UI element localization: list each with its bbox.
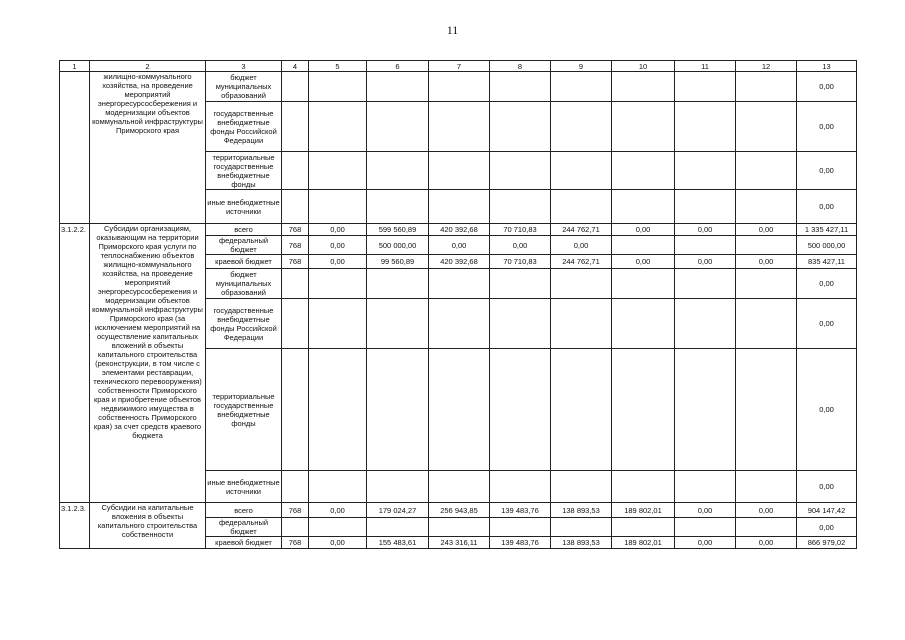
header-cell: 9 — [551, 61, 612, 72]
total-cell: 0,00 — [797, 102, 857, 152]
value-cell — [612, 299, 675, 349]
value-cell — [367, 102, 429, 152]
value-cell — [612, 190, 675, 224]
value-cell: 0,00 — [675, 224, 736, 236]
total-cell: 0,00 — [797, 72, 857, 102]
total-cell: 1 335 427,11 — [797, 224, 857, 236]
value-cell — [282, 471, 309, 503]
total-cell: 904 147,42 — [797, 503, 857, 518]
value-cell: 768 — [282, 236, 309, 255]
value-cell — [367, 349, 429, 471]
funding-source: иные внебюджетные источники — [206, 471, 282, 503]
value-cell: 420 392,68 — [429, 255, 490, 269]
budget-table — [59, 60, 857, 549]
value-cell: 70 710,83 — [490, 255, 551, 269]
value-cell: 0,00 — [736, 255, 797, 269]
value-cell — [282, 299, 309, 349]
page-number: 11 — [446, 23, 459, 37]
funding-source: территориальные государственные внебюджетные фонды — [206, 152, 282, 190]
value-cell — [429, 299, 490, 349]
total-cell: 0,00 — [797, 299, 857, 349]
value-cell — [612, 471, 675, 503]
total-cell: 0,00 — [797, 518, 857, 537]
funding-source: государственные внебюджетные фонды Российской Федерации — [206, 102, 282, 152]
value-cell — [309, 102, 367, 152]
total-cell: 500 000,00 — [797, 236, 857, 255]
header-cell: 4 — [282, 61, 309, 72]
value-cell — [551, 269, 612, 299]
value-cell — [736, 102, 797, 152]
table-row — [60, 503, 857, 518]
value-cell: 768 — [282, 503, 309, 518]
value-cell — [490, 152, 551, 190]
value-cell — [675, 299, 736, 349]
value-cell: 768 — [282, 224, 309, 236]
value-cell: 0,00 — [429, 236, 490, 255]
total-cell: 0,00 — [797, 190, 857, 224]
value-cell — [551, 152, 612, 190]
header-cell: 3 — [206, 61, 282, 72]
value-cell — [490, 72, 551, 102]
value-cell — [490, 269, 551, 299]
value-cell — [490, 349, 551, 471]
value-cell — [551, 72, 612, 102]
value-cell: 0,00 — [736, 503, 797, 518]
item-code: 3.1.2.3. — [60, 503, 90, 549]
value-cell — [675, 72, 736, 102]
value-cell — [675, 102, 736, 152]
value-cell — [612, 236, 675, 255]
value-cell — [736, 471, 797, 503]
value-cell — [612, 102, 675, 152]
value-cell — [309, 349, 367, 471]
value-cell: 768 — [282, 537, 309, 549]
value-cell — [736, 190, 797, 224]
value-cell: 500 000,00 — [367, 236, 429, 255]
value-cell: 0,00 — [309, 537, 367, 549]
value-cell — [309, 269, 367, 299]
value-cell: 189 802,01 — [612, 503, 675, 518]
value-cell — [675, 518, 736, 537]
header-cell: 2 — [90, 61, 206, 72]
header-row — [60, 61, 857, 72]
value-cell — [282, 190, 309, 224]
value-cell — [367, 190, 429, 224]
value-cell — [429, 471, 490, 503]
value-cell — [429, 72, 490, 102]
value-cell — [367, 518, 429, 537]
value-cell — [309, 299, 367, 349]
value-cell — [282, 102, 309, 152]
value-cell: 244 762,71 — [551, 255, 612, 269]
funding-source: государственные внебюджетные фонды Российской Федерации — [206, 299, 282, 349]
value-cell — [736, 518, 797, 537]
value-cell: 768 — [282, 255, 309, 269]
value-cell — [612, 152, 675, 190]
header-cell: 12 — [736, 61, 797, 72]
total-cell: 866 979,02 — [797, 537, 857, 549]
value-cell — [429, 190, 490, 224]
item-code — [60, 72, 90, 224]
value-cell — [736, 236, 797, 255]
value-cell: 0,00 — [309, 224, 367, 236]
value-cell: 243 316,11 — [429, 537, 490, 549]
value-cell: 0,00 — [612, 255, 675, 269]
value-cell — [309, 72, 367, 102]
value-cell — [675, 349, 736, 471]
value-cell: 70 710,83 — [490, 224, 551, 236]
funding-source: всего — [206, 224, 282, 236]
value-cell — [309, 471, 367, 503]
header-cell: 5 — [309, 61, 367, 72]
value-cell — [282, 349, 309, 471]
value-cell — [551, 299, 612, 349]
value-cell — [675, 152, 736, 190]
value-cell — [367, 269, 429, 299]
value-cell — [429, 349, 490, 471]
value-cell: 0,00 — [309, 503, 367, 518]
total-cell: 835 427,11 — [797, 255, 857, 269]
value-cell: 138 893,53 — [551, 537, 612, 549]
value-cell — [429, 102, 490, 152]
value-cell — [429, 269, 490, 299]
item-name: Субсидии организациям, оказывающим на территории Приморского края услуги по теплоснабжению объектов жилищно-коммунального хозяйства, на проведение мероприятий энергоресурсосбережения и модернизации объектов коммунальной инфраструктуры Приморского края (за исключением мероприятий на осуществление капитальных вложений в объекты капитального строительства (реконструкции, в том числе с элементами реставрации, технического перевооружения) собственности Приморского края и приобретение объектов недвижимого имущества в собственность Приморского края) за счет средств краевого бюджета — [90, 224, 206, 503]
value-cell — [490, 299, 551, 349]
funding-source: бюджет муниципальных образований — [206, 269, 282, 299]
value-cell — [736, 349, 797, 471]
header-cell: 1 — [60, 61, 90, 72]
header-cell: 11 — [675, 61, 736, 72]
value-cell: 0,00 — [309, 255, 367, 269]
funding-source: всего — [206, 503, 282, 518]
value-cell — [282, 72, 309, 102]
value-cell: 0,00 — [490, 236, 551, 255]
item-name: Субсидии на капитальные вложения в объекты капитального строительства собственности — [90, 503, 206, 549]
value-cell — [429, 518, 490, 537]
item-code: 3.1.2.2. — [60, 224, 90, 503]
value-cell — [309, 152, 367, 190]
value-cell — [367, 471, 429, 503]
value-cell — [736, 152, 797, 190]
value-cell — [282, 518, 309, 537]
value-cell: 599 560,89 — [367, 224, 429, 236]
header-cell: 7 — [429, 61, 490, 72]
total-cell: 0,00 — [797, 471, 857, 503]
funding-source: иные внебюджетные источники — [206, 190, 282, 224]
value-cell — [612, 349, 675, 471]
value-cell: 420 392,68 — [429, 224, 490, 236]
value-cell — [309, 518, 367, 537]
value-cell — [675, 236, 736, 255]
value-cell — [551, 471, 612, 503]
header-cell: 10 — [612, 61, 675, 72]
value-cell: 139 483,76 — [490, 503, 551, 518]
header-cell: 6 — [367, 61, 429, 72]
value-cell: 99 560,89 — [367, 255, 429, 269]
value-cell: 0,00 — [675, 255, 736, 269]
value-cell: 0,00 — [675, 503, 736, 518]
funding-source: территориальные государственные внебюджетные фонды — [206, 349, 282, 471]
value-cell — [282, 152, 309, 190]
value-cell: 244 762,71 — [551, 224, 612, 236]
value-cell — [429, 152, 490, 190]
total-cell: 0,00 — [797, 269, 857, 299]
value-cell: 139 483,76 — [490, 537, 551, 549]
value-cell — [490, 518, 551, 537]
value-cell — [367, 72, 429, 102]
funding-source: федеральный бюджет — [206, 236, 282, 255]
value-cell: 155 483,61 — [367, 537, 429, 549]
value-cell — [551, 102, 612, 152]
item-name: жилищно-коммунального хозяйства, на проведение мероприятий энергоресурсосбережения и модернизации объектов коммунальной инфраструктуры Приморского края — [90, 72, 206, 224]
value-cell — [551, 190, 612, 224]
value-cell — [675, 471, 736, 503]
value-cell — [309, 190, 367, 224]
value-cell: 138 893,53 — [551, 503, 612, 518]
funding-source: краевой бюджет — [206, 537, 282, 549]
total-cell: 0,00 — [797, 349, 857, 471]
value-cell: 0,00 — [551, 236, 612, 255]
value-cell — [736, 269, 797, 299]
value-cell — [612, 72, 675, 102]
value-cell — [675, 190, 736, 224]
funding-source: бюджет муниципальных образований — [206, 72, 282, 102]
funding-source: федеральный бюджет — [206, 518, 282, 537]
value-cell — [551, 349, 612, 471]
value-cell — [490, 190, 551, 224]
value-cell: 0,00 — [736, 537, 797, 549]
header-cell: 8 — [490, 61, 551, 72]
value-cell — [551, 518, 612, 537]
value-cell: 189 802,01 — [612, 537, 675, 549]
funding-source: краевой бюджет — [206, 255, 282, 269]
value-cell — [490, 102, 551, 152]
table-row — [60, 224, 857, 236]
value-cell: 179 024,27 — [367, 503, 429, 518]
value-cell — [490, 471, 551, 503]
value-cell: 256 943,85 — [429, 503, 490, 518]
total-cell: 0,00 — [797, 152, 857, 190]
value-cell — [282, 269, 309, 299]
value-cell — [367, 299, 429, 349]
header-cell: 13 — [797, 61, 857, 72]
value-cell — [736, 299, 797, 349]
value-cell: 0,00 — [612, 224, 675, 236]
value-cell — [612, 518, 675, 537]
value-cell — [736, 72, 797, 102]
value-cell — [612, 269, 675, 299]
value-cell — [675, 269, 736, 299]
value-cell — [367, 152, 429, 190]
value-cell: 0,00 — [675, 537, 736, 549]
value-cell: 0,00 — [736, 224, 797, 236]
value-cell: 0,00 — [309, 236, 367, 255]
table-row — [60, 72, 857, 102]
